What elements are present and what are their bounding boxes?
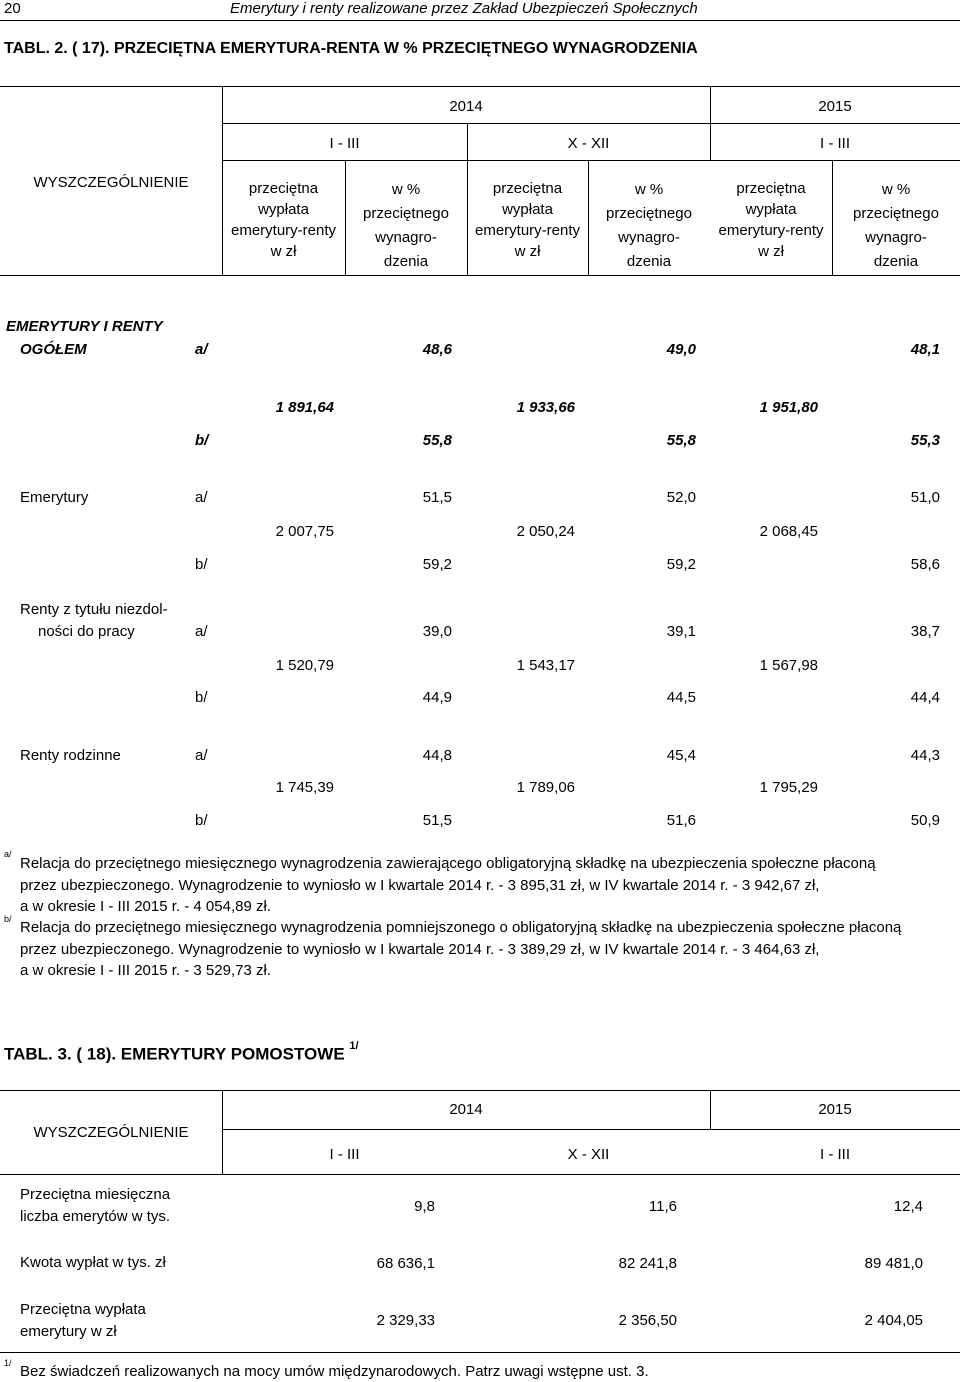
t2-row2-pct-a-3: 51,0: [910, 489, 940, 506]
t3-year-2014: 2014: [449, 1101, 483, 1118]
t2-row3-pct-b-1: 44,9: [422, 689, 452, 706]
t2-colhead-percent-2: w % przeciętnego wynagro- dzenia: [606, 181, 692, 270]
t3-row1-value-2: 11,6: [648, 1198, 677, 1215]
t3-row3-value-3: 2 404,05: [864, 1312, 923, 1329]
t3-row1-value-1: 9,8: [414, 1198, 435, 1215]
t2-row3-amount-1: 1 520,79: [275, 657, 334, 674]
t2-rule-top: [0, 86, 960, 87]
t2-row1-marker-b: b/: [195, 432, 209, 449]
t2-row1-amount-1: 1 891,64: [275, 399, 334, 416]
t2-footnote-a-line2: przez ubezpieczonego. Wynagrodzenie to wyniosło w I kwartale 2014 r. - 3 895,31 zł, w IV kwartale 2014 r. - 3 942,67 zł,: [20, 877, 820, 894]
t2-row4-marker-b: b/: [195, 812, 208, 829]
t2-row2-marker-a: a/: [195, 489, 208, 506]
t2-row3-pct-a-3: 38,7: [910, 623, 940, 640]
t2-row4-marker-a: a/: [195, 747, 208, 764]
t3-row3-label-line2: emerytury w zł: [20, 1323, 117, 1340]
t2-row3-pct-a-2: 39,1: [666, 623, 696, 640]
t3-row1-label-line2: liczba emerytów w tys.: [20, 1208, 171, 1225]
t2-row1-pct-b-3: 55,3: [910, 432, 940, 449]
t2-year-2015: 2015: [818, 98, 852, 115]
t2-row4-pct-b-3: 50,9: [910, 812, 940, 829]
t2-row2-pct-b-1: 59,2: [422, 556, 452, 573]
t3-footnote-marker: 1/: [4, 1358, 12, 1368]
t3-row-header: WYSZCZEGÓLNIENIE: [33, 1124, 189, 1141]
t2-row3-label-line1: Renty z tytułu niezdol-: [20, 601, 168, 618]
t2-row1-label-line2: OGÓŁEM: [20, 341, 87, 358]
t2-period-3: I - III: [820, 135, 850, 152]
t2-colhead-percent-3: w % przeciętnego wynagro- dzenia: [853, 181, 939, 270]
t2-row4-pct-a-3: 44,3: [910, 747, 940, 764]
t2-period-2: X - XII: [567, 135, 610, 152]
t2-footnote-a-marker: a/: [4, 849, 12, 859]
t2-row2-pct-b-2: 59,2: [666, 556, 696, 573]
t2-row3-label-line2: ności do pracy: [38, 623, 135, 640]
t2-colhead-percent-1: w % przeciętnego wynagro- dzenia: [363, 181, 449, 270]
t2-footnote-b-line1: Relacja do przeciętnego miesięcznego wynagrodzenia pomniejszonego o obligatoryjną składkę na ubezpieczenia społeczne płaconą: [20, 919, 902, 936]
running-title: Emerytury i renty realizowane przez Zakład Ubezpieczeń Społecznych: [230, 0, 698, 17]
t2-period-1: I - III: [329, 135, 360, 152]
t2-row4-pct-b-2: 51,6: [666, 812, 696, 829]
t3-row2-value-2: 82 241,8: [618, 1255, 677, 1272]
t2-row1-pct-b-2: 55,8: [666, 432, 696, 449]
t3-row3-value-1: 2 329,33: [376, 1312, 435, 1329]
t2-row1-pct-a-3: 48,1: [910, 341, 940, 358]
t2-row3-pct-b-3: 44,4: [910, 689, 940, 706]
t2-row3-marker-a: a/: [195, 623, 208, 640]
t3-row2-value-1: 68 636,1: [376, 1255, 435, 1272]
t2-row2-amount-3: 2 068,45: [759, 523, 818, 540]
t2-rule-years: [222, 123, 960, 124]
t2-row1-label-line1: EMERYTURY I RENTY: [6, 318, 163, 335]
t2-row-header: WYSZCZEGÓLNIENIE: [33, 174, 189, 191]
t3-row1-label-line1: Przeciętna miesięczna: [20, 1186, 171, 1203]
t2-row2-pct-b-3: 58,6: [910, 556, 940, 573]
t3-rule-header-bottom: [0, 1174, 960, 1175]
table2-title: TABL. 2. ( 17). PRZECIĘTNA EMERYTURA-RENTA W % PRZECIĘTNEGO WYNAGRODZENIA: [4, 40, 698, 57]
t2-row3-marker-b: b/: [195, 689, 208, 706]
t3-row2-value-3: 89 481,0: [864, 1255, 923, 1272]
t3-rule-years: [222, 1129, 960, 1130]
t2-colhead-amount-2: przeciętna wypłata emerytury-renty w zł: [474, 180, 581, 260]
t2-footnote-b-line3: a w okresie I - III 2015 r. - 3 529,73 zł.: [20, 962, 271, 979]
t2-row1-amount-3: 1 951,80: [759, 399, 818, 416]
table3-title: TABL. 3. ( 18). EMERYTURY POMOSTOWE $^{1/}$: [4, 1040, 359, 1064]
t2-footnote-b-line2: przez ubezpieczonego. Wynagrodzenie to wyniosło w I kwartale 2014 r. - 3 389,29 zł, w IV kwartale 2014 r. - 3 464,63 zł,: [20, 941, 820, 958]
t2-row2-pct-a-2: 52,0: [666, 489, 696, 506]
t2-row4-amount-2: 1 789,06: [516, 779, 575, 796]
t2-row2-amount-2: 2 050,24: [516, 523, 575, 540]
t3-period-2: X - XII: [567, 1146, 610, 1163]
t2-year-2014: 2014: [449, 98, 483, 115]
t2-row4-pct-a-2: 45,4: [666, 747, 696, 764]
t2-row4-pct-a-1: 44,8: [422, 747, 452, 764]
t3-row3-value-2: 2 356,50: [618, 1312, 677, 1329]
t2-row1-amount-2: 1 933,66: [516, 399, 575, 416]
t2-row2-label: Emerytury: [20, 489, 89, 506]
t2-row1-pct-a-2: 49,0: [666, 341, 696, 358]
t3-period-1: I - III: [329, 1146, 360, 1163]
t3-row2-label: Kwota wypłat w tys. zł: [20, 1254, 166, 1271]
page-number: 20: [4, 0, 21, 17]
t2-rule-header-bottom: [0, 275, 960, 276]
t2-colhead-amount-1: przeciętna wypłata emerytury-renty w zł: [230, 180, 337, 260]
t2-row2-amount-1: 2 007,75: [275, 523, 334, 540]
t3-row3-label-line1: Przeciętna wypłata: [20, 1301, 146, 1318]
t2-rule-periods: [222, 160, 960, 161]
t3-year-2015: 2015: [818, 1101, 852, 1118]
t2-footnote-a-line3: a w okresie I - III 2015 r. - 4 054,89 zł.: [20, 898, 271, 915]
t2-row4-amount-3: 1 795,29: [759, 779, 818, 796]
t2-row4-amount-1: 1 745,39: [275, 779, 334, 796]
t3-rule-top: [0, 1090, 960, 1091]
t2-row3-amount-3: 1 567,98: [759, 657, 818, 674]
t3-period-3: I - III: [820, 1146, 850, 1163]
header-rule: [0, 20, 960, 21]
table3-title-sup: 1/: [349, 1040, 359, 1052]
t2-row1-marker-a: a/: [195, 341, 208, 358]
t2-footnote-a-line1: Relacja do przeciętnego miesięcznego wynagrodzenia zawierającego obligatoryjną składkę na ubezpieczenia społeczne płaconą: [20, 855, 876, 872]
t2-row2-pct-a-1: 51,5: [422, 489, 452, 506]
t2-row3-pct-b-2: 44,5: [666, 689, 696, 706]
t2-footnote-b-marker: b/: [4, 914, 12, 924]
t2-colhead-amount-3: przeciętna wypłata emerytury-renty w zł: [718, 180, 824, 260]
t2-row1-pct-b-1: 55,8: [422, 432, 452, 449]
t2-row3-amount-2: 1 543,17: [516, 657, 575, 674]
t2-row1-pct-a-1: 48,6: [422, 341, 452, 358]
t3-footnote-text: Bez świadczeń realizowanych na mocy umów międzynarodowych. Patrz uwagi wstępne ust. 3.: [20, 1363, 649, 1380]
t3-row1-value-3: 12,4: [893, 1198, 923, 1215]
t2-row4-pct-b-1: 51,5: [422, 812, 452, 829]
t2-row2-marker-b: b/: [195, 556, 208, 573]
t3-rule-bottom: [0, 1352, 960, 1353]
t2-row3-pct-a-1: 39,0: [422, 623, 452, 640]
t2-row4-label: Renty rodzinne: [20, 747, 121, 764]
